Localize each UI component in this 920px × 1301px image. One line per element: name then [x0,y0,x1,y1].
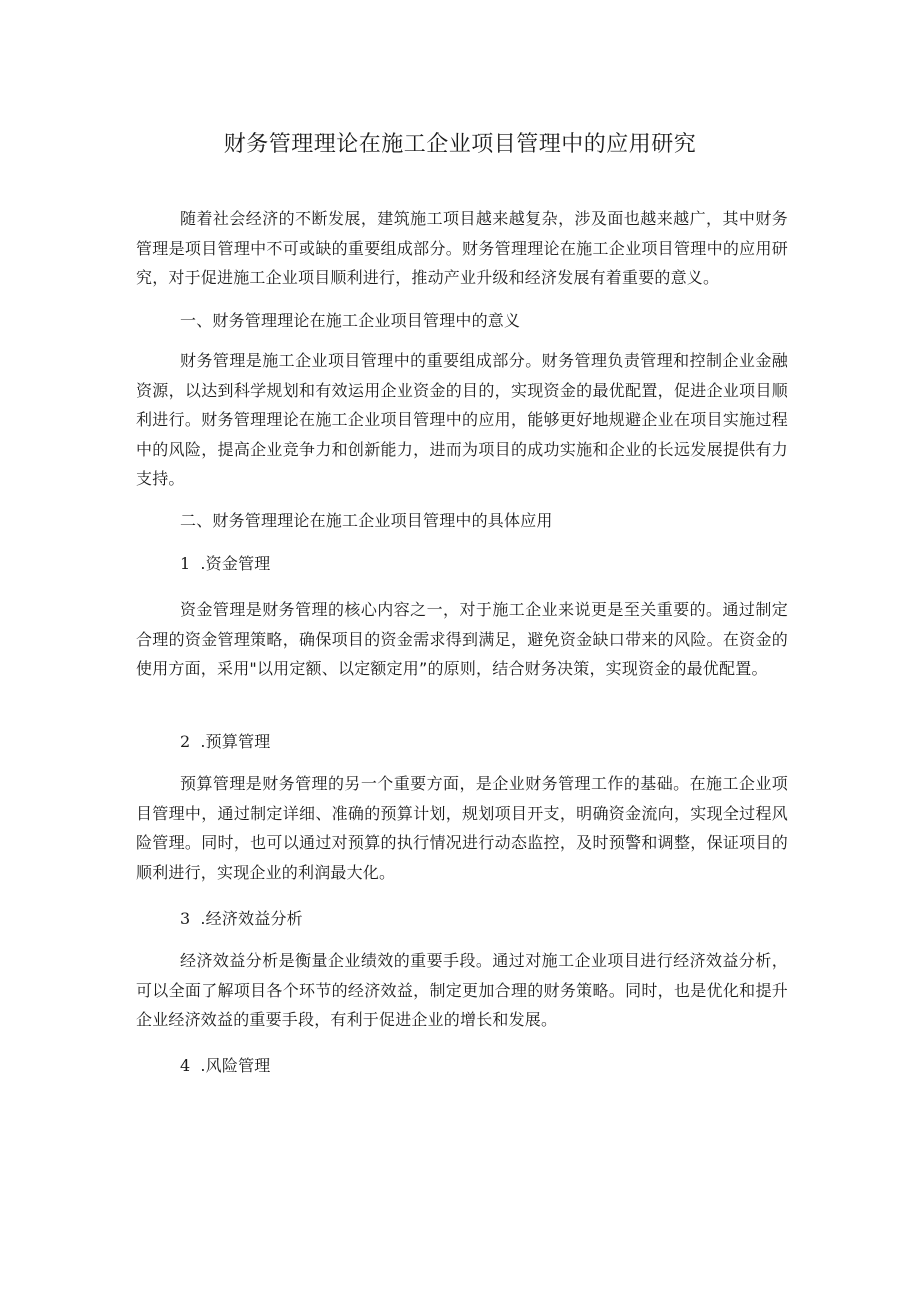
intro-paragraph: 随着社会经济的不断发展，建筑施工项目越来越复杂，涉及面也越来越广，其中财务管理是项目管理中不可或缺的重要组成部分。财务管理理论在施工企业项目管理中的应用研究，对于促进施工企业项目顺利进行，推动产业升级和经济发展有着重要的意义。 [136,209,788,287]
section-1-paragraph: 财务管理是施工企业项目管理中的重要组成部分。财务管理负责管理和控制企业金融资源，以达到科学规划和有效运用企业资金的目的，实现资金的最优配置，促进企业项目顺利进行。财务管理理论在施工企业项目管理中的应用，能够更好地规避企业在项目实施过程中的风险，提高企业竞争力和创新能力，进而为项目的成功实施和企业的长远发展提供有力支持。 [136,351,788,488]
subsection-paragraph-1: 资金管理是财务管理的核心内容之一，对于施工企业来说更是至关重要的。通过制定合理的资金管理策略，确保项目的资金需求得到满足，避免资金缺口带来的风险。在资金的使用方面，采用"以用定额、以定额定用”的原则，结合财务决策，实现资金的最优配置。 [136,600,788,678]
subsection-title: .风险管理 [200,1056,271,1075]
subsection-title: .经济效益分析 [200,909,303,928]
subsection-number: 2 [180,732,191,751]
section-1-heading: 一、财务管理理论在施工企业项目管理中的意义 [180,311,521,330]
subsection-number: 3 [180,909,191,928]
subsection-heading-2 [180,727,270,756]
subsection-title: .预算管理 [200,732,271,751]
subsection-paragraph-2: 预算管理是财务管理的另一个重要方面，是企业财务管理工作的基础。在施工企业项目管理中，通过制定详细、准确的预算计划，规划项目开支，明确资金流向，实现全过程风险管理。同时，也可以通过对预算的执行情况进行动态监控，及时预警和调整，保证项目的顺利进行，实现企业的利润最大化。 [136,774,788,882]
subsection-heading-1 [180,549,270,578]
subsection-heading-3 [180,904,303,933]
document-title: 财务管理理论在施工企业项目管理中的应用研究 [223,132,697,157]
subsection-heading-4 [180,1051,270,1080]
subsection-number: 4 [180,1056,191,1075]
subsection-paragraph-3: 经济效益分析是衡量企业绩效的重要手段。通过对施工企业项目进行经济效益分析，可以全面了解项目各个环节的经济效益，制定更加合理的财务策略。同时，也是优化和提升企业经济效益的重要手段，有利于促进企业的增长和发展。 [136,951,788,1029]
subsection-title: .资金管理 [200,554,271,573]
section-2-heading: 二、财务管理理论在施工企业项目管理中的具体应用 [180,511,553,530]
subsection-number: 1 [180,554,191,573]
